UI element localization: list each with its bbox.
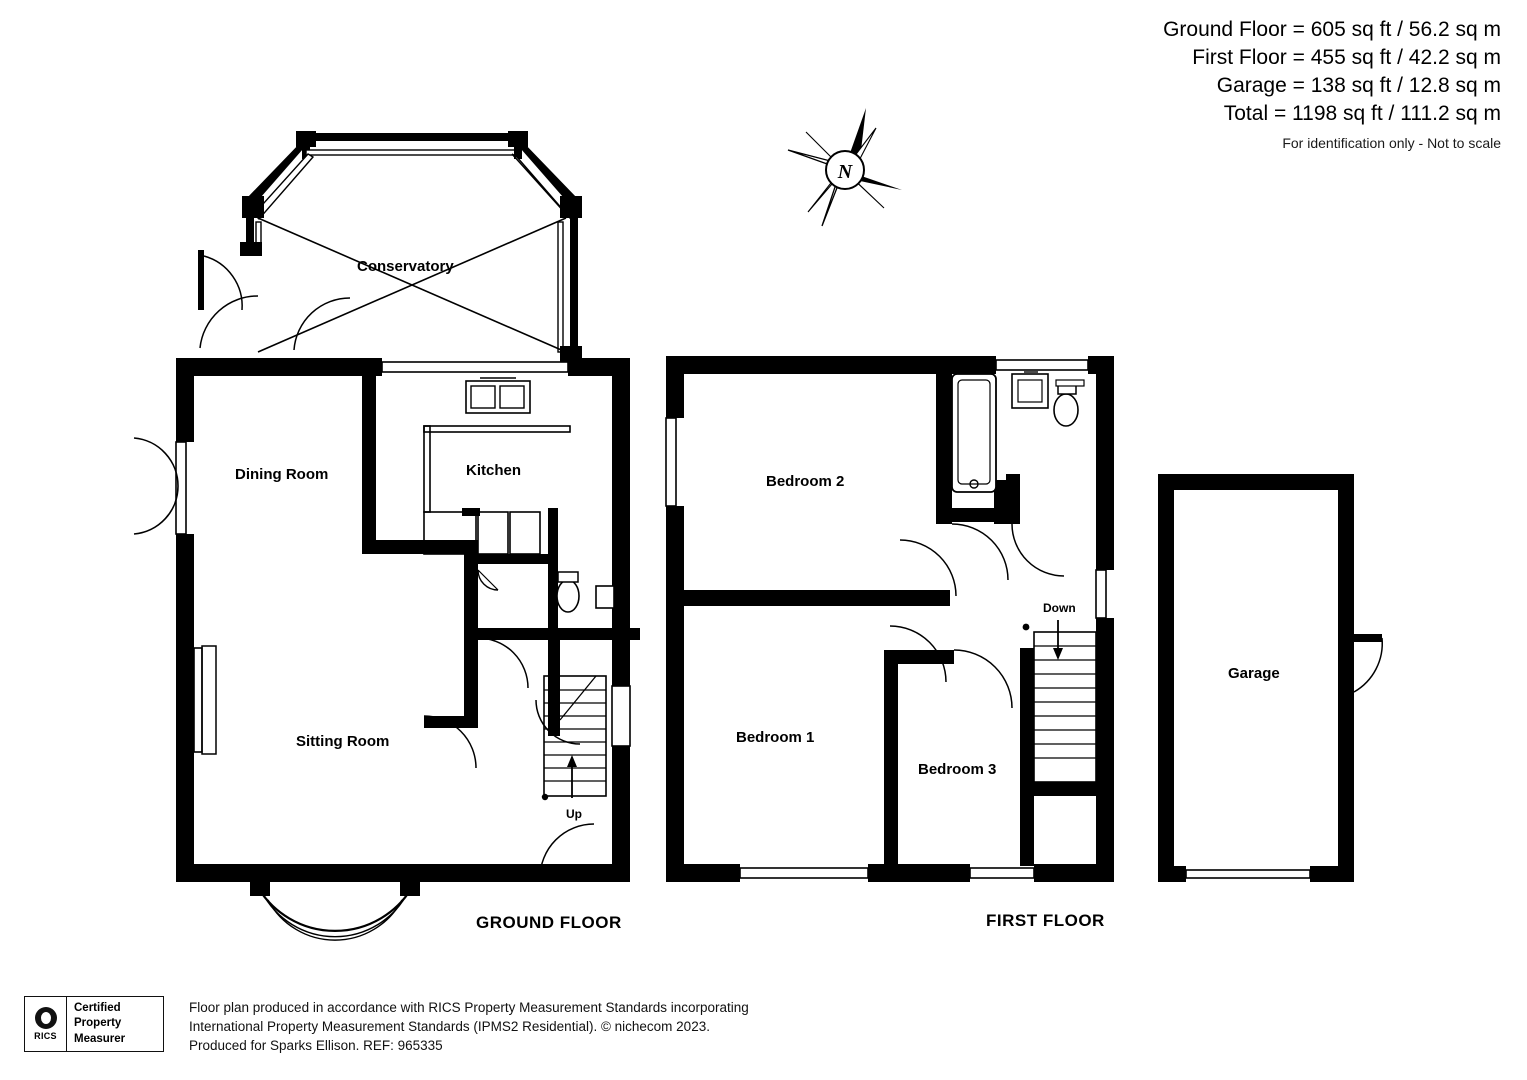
compass-rose xyxy=(788,108,902,226)
footer-disclaimer xyxy=(189,998,749,1055)
area-ground-floor: Ground Floor = 605 sq ft / 56.2 sq m xyxy=(1163,18,1501,41)
stair-label-up: Up xyxy=(566,807,582,821)
conservatory-outline xyxy=(198,131,582,364)
rics-badge-line-2: Property xyxy=(74,1017,122,1030)
plan-title-first-floor: FIRST FLOOR xyxy=(986,911,1105,930)
rics-certified-badge xyxy=(24,996,164,1052)
area-disclaimer: For identification only - Not to scale xyxy=(1282,134,1501,151)
ground-floor-walls xyxy=(134,358,640,940)
room-label-dining-room: Dining Room xyxy=(235,466,329,483)
room-label-sitting-room: Sitting Room xyxy=(296,733,390,750)
footer-line-3: Produced for Sparks Ellison. REF: 965335 xyxy=(189,1038,443,1054)
area-summary xyxy=(1163,16,1501,152)
rics-logo-icon xyxy=(25,997,67,1051)
rics-badge-line-1: Certified xyxy=(74,1002,121,1015)
area-garage: Garage = 138 sq ft / 12.8 sq m xyxy=(1216,73,1501,97)
room-label-conservatory: Conservatory xyxy=(357,258,454,275)
room-label-garage: Garage xyxy=(1228,665,1280,682)
footer xyxy=(24,996,1124,1058)
first-floor-walls xyxy=(666,356,1114,882)
room-label-kitchen: Kitchen xyxy=(466,462,522,479)
rics-badge-line-3: Measurer xyxy=(74,1032,126,1045)
room-label-bedroom-2: Bedroom 2 xyxy=(766,473,845,490)
room-label-bedroom-1: Bedroom 1 xyxy=(736,729,815,746)
room-label-bedroom-3: Bedroom 3 xyxy=(918,761,997,778)
footer-line-1: Floor plan produced in accordance with RICS Property Measurement Standards incorporating xyxy=(189,1000,749,1015)
rics-logo-text: RICS xyxy=(34,1031,57,1041)
rics-badge-text xyxy=(67,1001,125,1047)
plan-title-ground-floor: GROUND FLOOR xyxy=(476,913,622,932)
area-first-floor: First Floor = 455 sq ft / 42.2 sq m xyxy=(1192,45,1501,69)
stair-label-down: Down xyxy=(1043,601,1076,615)
footer-line-2: International Property Measurement Standards (IPMS2 Residential). © nichecom 2023. xyxy=(189,1019,710,1035)
svg-text:N: N xyxy=(837,161,853,183)
area-total: Total = 1198 sq ft / 111.2 sq m xyxy=(1223,101,1501,125)
